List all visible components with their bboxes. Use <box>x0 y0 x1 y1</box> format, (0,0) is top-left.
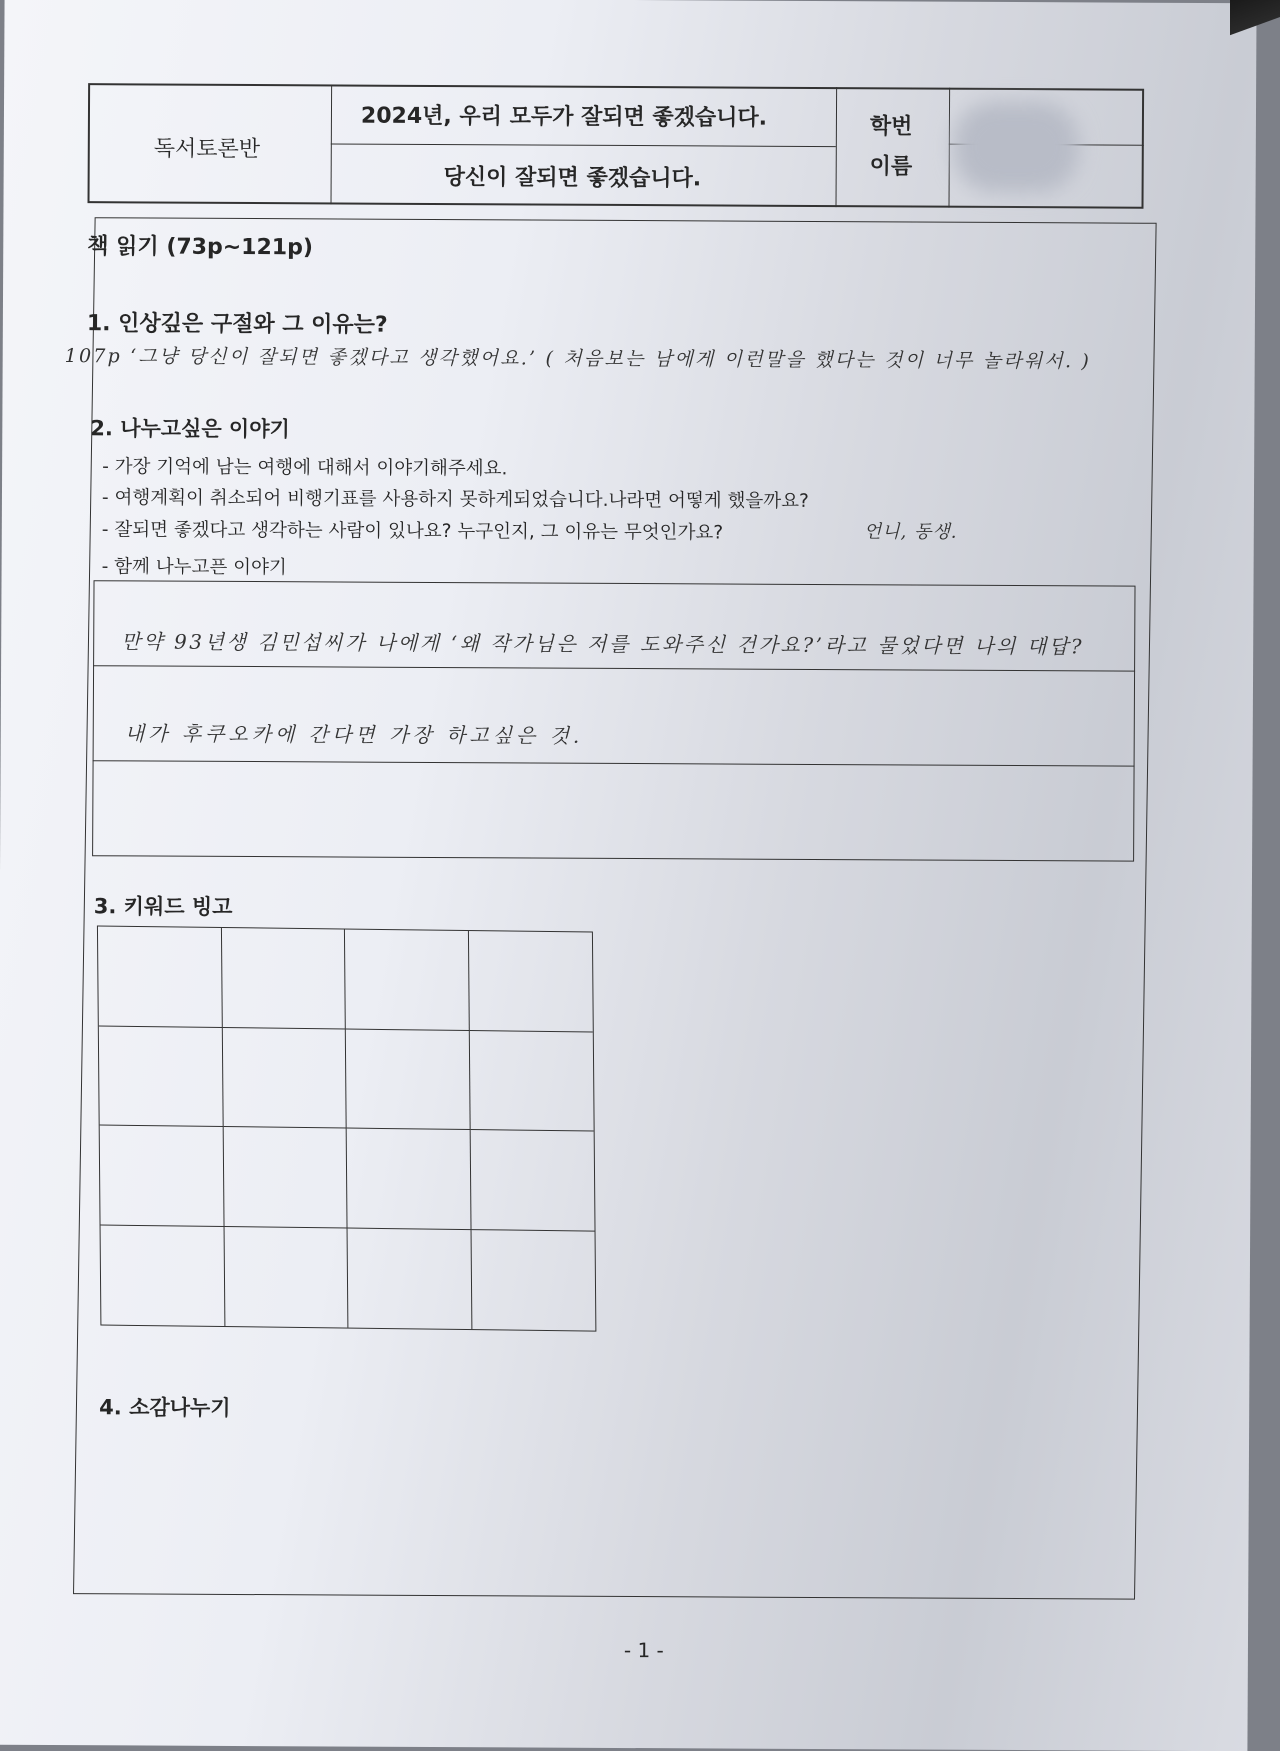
bingo-cell <box>346 1029 470 1130</box>
student-id-label: 학번 <box>869 114 913 140</box>
worksheet-subtitle: 당신이 잘되면 좋겠습니다. <box>443 165 702 192</box>
bingo-cell <box>469 1031 593 1132</box>
section-1-title: 1. 인상깊은 구절와 그 이유는? <box>86 311 388 338</box>
section-4-title: 4. 소감나누기 <box>99 1395 231 1420</box>
redacted-student-info <box>954 102 1079 193</box>
discussion-topic: 내가 후쿠오카에 간다면 가장 하고싶은 것. <box>124 721 584 748</box>
bingo-cell <box>347 1129 471 1230</box>
table-edge <box>1230 0 1280 40</box>
bingo-cell <box>471 1230 595 1331</box>
discussion-topic: 만약 93년생 김민섭씨가 나에게 ‘왜 작가님은 저를 도와주신 건가요?’라고 물었다면 나의 대답? <box>121 629 1085 659</box>
prompt-item: - 함께 나누고픈 이야기 <box>101 556 287 579</box>
bingo-cell <box>222 1028 346 1129</box>
reading-range-title: 책 읽기 (73p~121p) <box>87 234 313 261</box>
section-3-title: 3. 키워드 빙고 <box>93 894 233 919</box>
prompt-item: - 가장 기억에 남는 여행에 대해서 이야기해주세요. <box>102 456 508 480</box>
bingo-cell <box>221 928 345 1029</box>
section-1-handwritten-answer: 107p ‘그냥 당신이 잘되면 좋겠다고 생각했어요.’ ( 처음보는 남에게 이런말을 했다는 것이 너무 놀라워서. ) <box>64 345 1092 373</box>
bingo-cell <box>224 1227 348 1328</box>
bingo-cell <box>348 1228 472 1329</box>
bingo-cell <box>98 926 222 1027</box>
name-label: 이름 <box>869 154 913 180</box>
worksheet-title: 2024년, 우리 모두가 잘되면 좋겠습니다. <box>360 103 768 131</box>
bingo-cell <box>100 1126 224 1227</box>
bingo-cell <box>470 1130 594 1231</box>
keyword-bingo-grid <box>97 925 596 1331</box>
prompt-item: - 여행계획이 취소되어 비행기표를 사용하지 못하게되었습니다.나라면 어떻게 했을까요? <box>101 487 809 512</box>
bingo-cell <box>99 1026 223 1127</box>
prompt-3-handwritten-answer: 언니, 동생. <box>863 521 958 543</box>
bingo-cell <box>345 930 469 1031</box>
bingo-cell <box>468 931 592 1032</box>
class-name: 독서토론반 <box>153 136 261 163</box>
prompt-item: - 잘되면 좋겠다고 생각하는 사람이 있나요? 누구인지, 그 이유는 무엇인가요? <box>101 519 724 544</box>
bingo-cell <box>223 1127 347 1228</box>
section-2-title: 2. 나누고싶은 이야기 <box>90 416 290 442</box>
page-number: - 1 - <box>623 1638 664 1663</box>
bingo-cell <box>101 1225 225 1326</box>
